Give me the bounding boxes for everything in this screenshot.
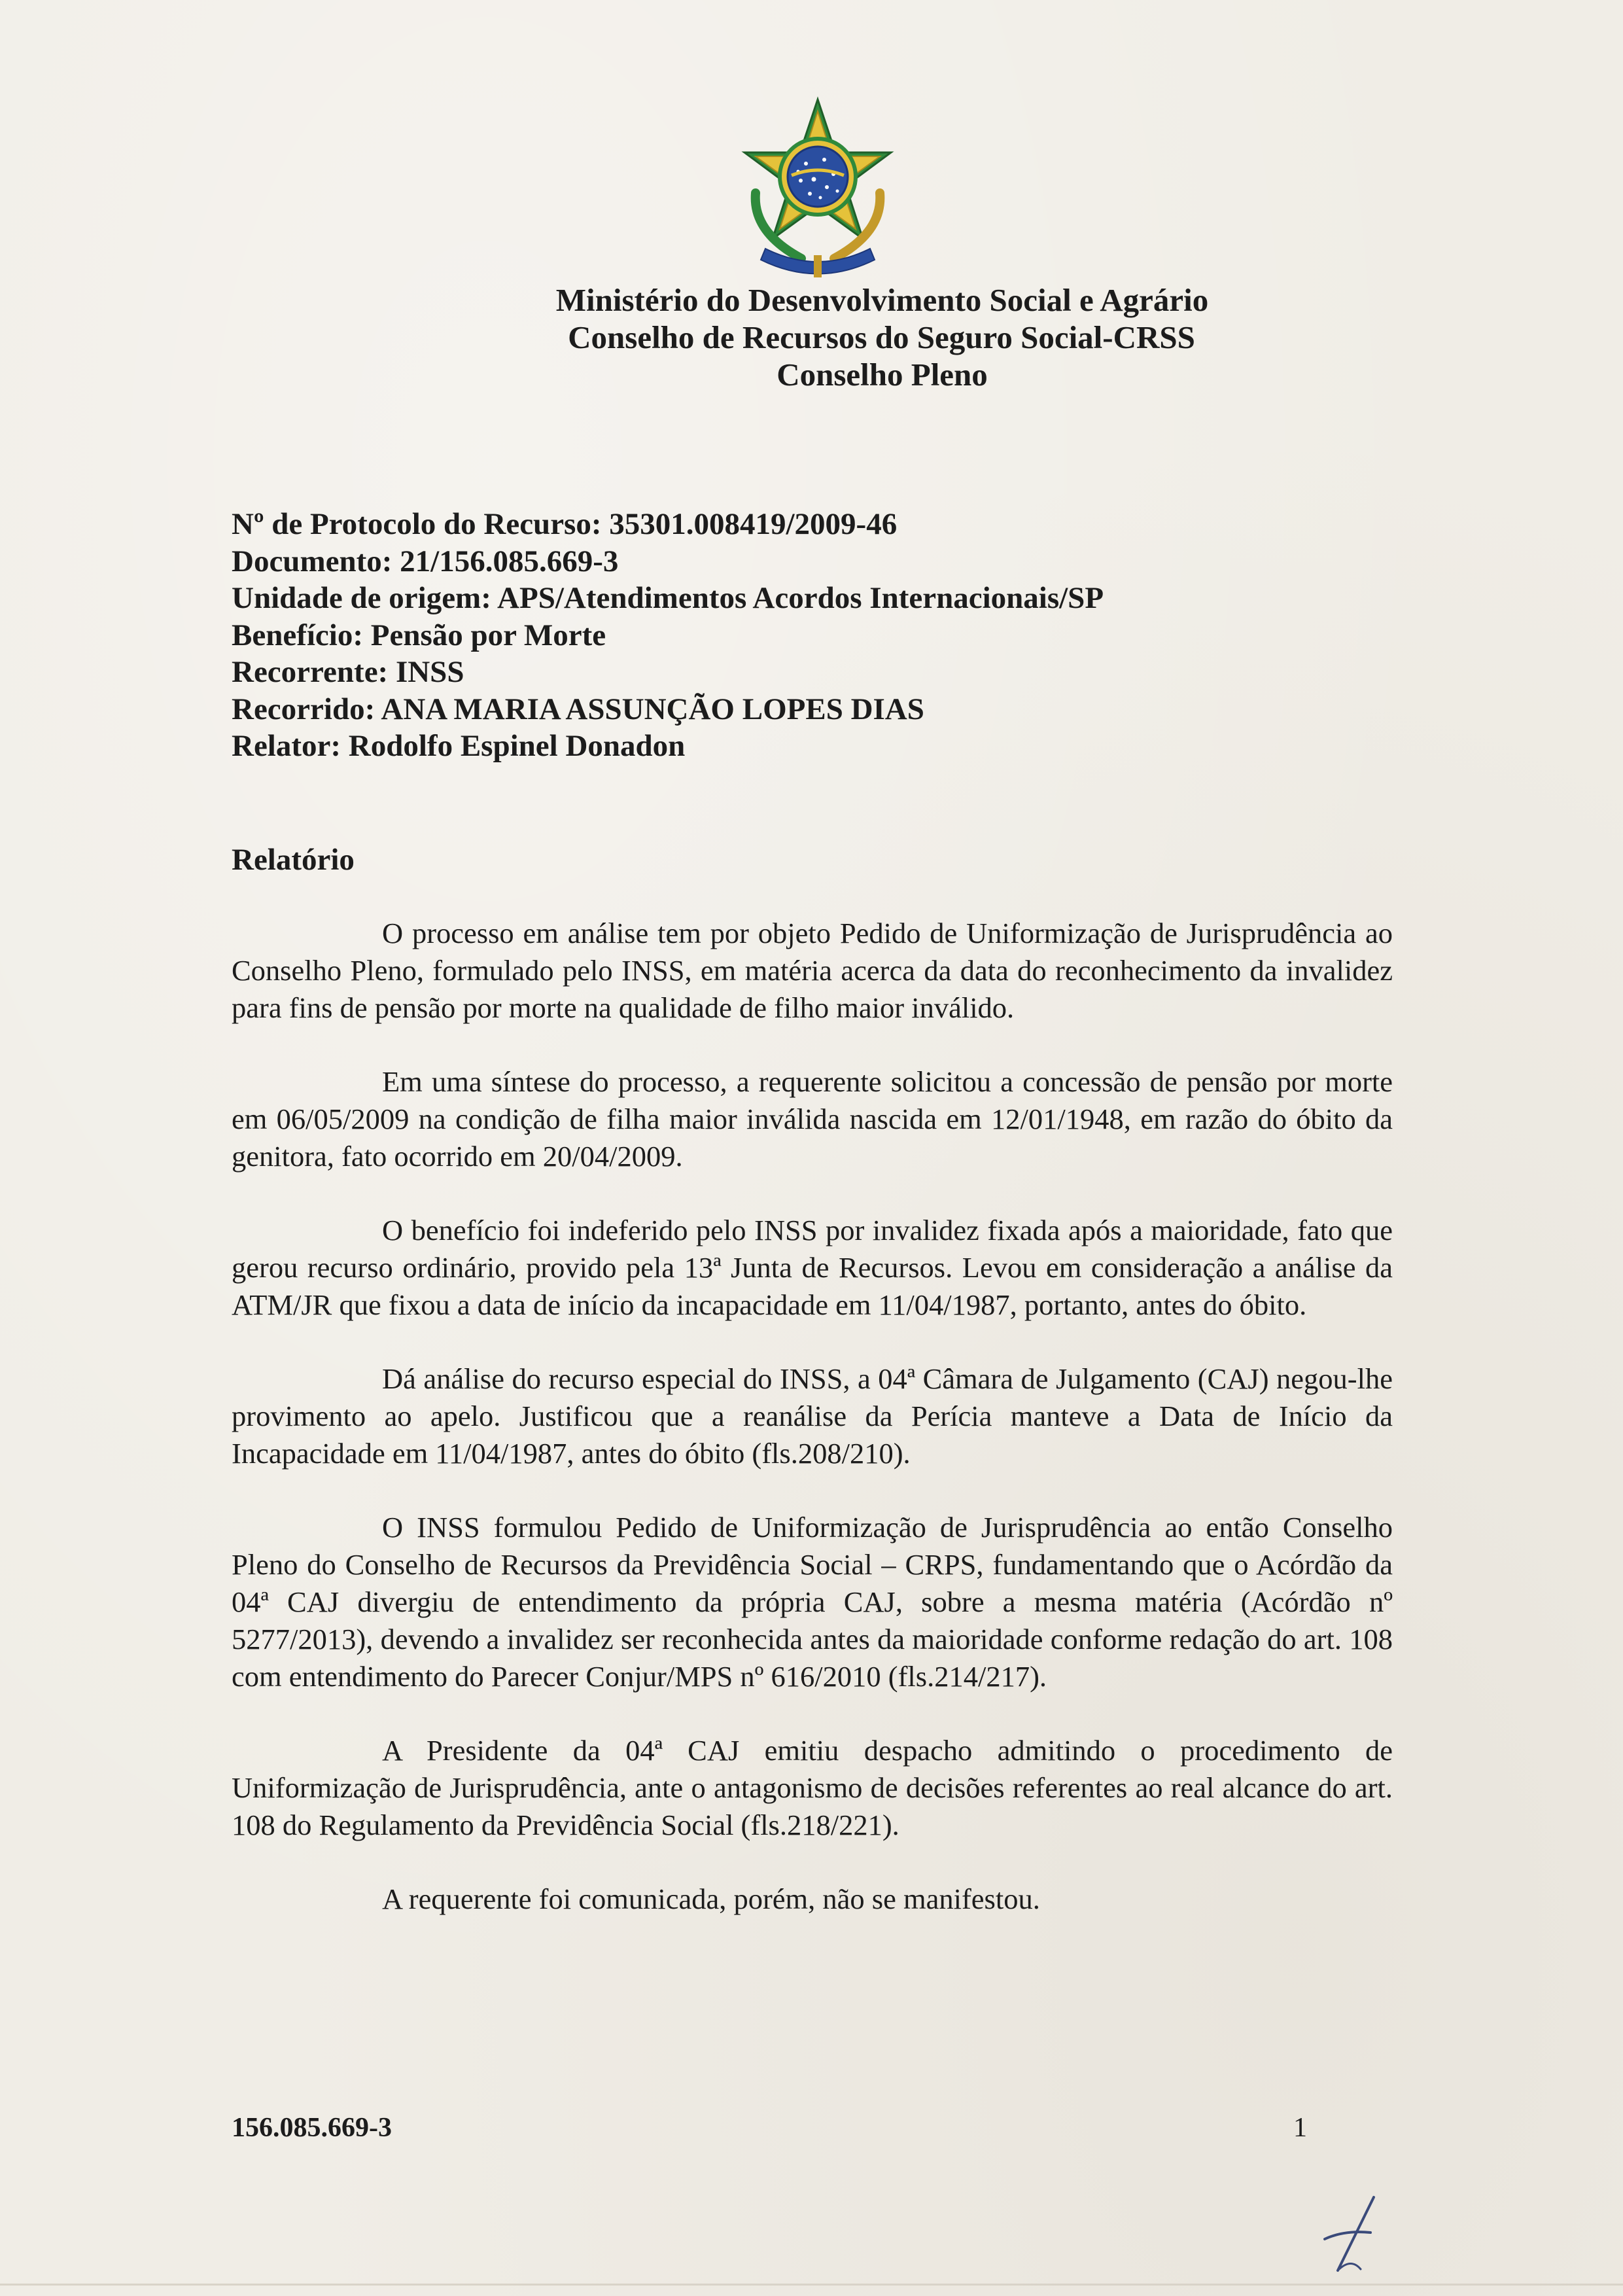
- appellant-row: [232, 654, 1104, 691]
- document-label: Documento:: [232, 544, 393, 578]
- report-title: Relatório: [232, 843, 355, 877]
- respondent-row: [232, 691, 1104, 728]
- report-paragraph: O INSS formulou Pedido de Uniformização de Jurisprudência ao então Conselho Pleno do Conselho de Recursos da Previdência Social – CRPS, fundamentando que o Acórdão da 04ª CAJ divergiu de entendimento da própria CAJ, sobre a mesma matéria (Acórdão nº 5277/2013), devendo a invalidez ser reconhecida antes da maioridade conforme redação do art. 108 com entendimento do Parecer Conjur/MPS nº 616/2010 (fls.214/217).: [232, 1511, 1393, 1693]
- ministry-name: Ministério do Desenvolvimento Social e Agrário: [555, 282, 1209, 318]
- page-bottom-edge: [0, 2284, 1623, 2286]
- report-paragraph: O benefício foi indeferido pelo INSS por invalidez fixada após a maioridade, fato que gerou recurso ordinário, provido pela 13ª Junta de Recursos. Levou em consideração a análise da ATM/JR que fixou a data de início da incapacidade em 11/04/1987, portanto, antes do óbito.: [232, 1214, 1393, 1321]
- coat-of-arms-emblem: [729, 95, 906, 285]
- report-body: [232, 915, 1393, 1954]
- footer-document-code: 156.085.669-3: [232, 2113, 392, 2143]
- benefit-row: [232, 617, 1104, 654]
- emblem-disc: [788, 147, 848, 207]
- case-metadata: [232, 506, 1104, 765]
- protocol-value: 35301.008419/2009-46: [609, 507, 898, 541]
- unit-row: [232, 580, 1104, 617]
- handwritten-initial: [1312, 2192, 1397, 2277]
- report-paragraph: O processo em análise tem por objeto Pedido de Uniformização de Jurisprudência ao Conselho Pleno, formulado pelo INSS, em matéria acerca da data do reconhecimento da invalidez para fins de pensão por morte na qualidade de filho maior inválido.: [232, 917, 1393, 1024]
- protocol-row: [232, 506, 1104, 543]
- report-paragraph: A Presidente da 04ª CAJ emitiu despacho admitindo o procedimento de Uniformização de Jurisprudência, ante o antagonismo de decisões referentes ao real alcance do art. 108 do Regulamento da Previdência Social (fls.218/221).: [232, 1734, 1393, 1841]
- council-name: Conselho de Recursos do Seguro Social-CRSS: [568, 319, 1195, 355]
- report-paragraph: Em uma síntese do processo, a requerente solicitou a concessão de pensão por morte em 06/05/2009 na condição de filha maior inválida nascida em 12/01/1948, em razão do óbito da genitora, fato ocorrido em 20/04/2009.: [232, 1065, 1393, 1173]
- appellant-value: INSS: [395, 655, 464, 689]
- report-paragraph: A requerente foi comunicada, porém, não se manifestou.: [382, 1882, 1040, 1915]
- respondent-label: Recorrido:: [232, 692, 375, 726]
- letterhead: [0, 281, 1623, 393]
- respondent-value: ANA MARIA ASSUNÇÃO LOPES DIAS: [381, 692, 924, 726]
- rapporteur-value: Rodolfo Espinel Donadon: [348, 729, 686, 763]
- rapporteur-row: [232, 728, 1104, 765]
- unit-label: Unidade de origem:: [232, 581, 491, 615]
- page-number: 1: [1293, 2113, 1307, 2143]
- benefit-label: Benefício:: [232, 618, 363, 652]
- unit-value: APS/Atendimentos Acordos Internacionais/SP: [497, 581, 1104, 615]
- rapporteur-label: Relator:: [232, 729, 341, 763]
- document-value: 21/156.085.669-3: [400, 544, 619, 578]
- benefit-value: Pensão por Morte: [370, 618, 606, 652]
- appellant-label: Recorrente:: [232, 655, 389, 689]
- plenary-name: Conselho Pleno: [777, 357, 988, 393]
- protocol-label: Nº de Protocolo do Recurso:: [232, 507, 602, 541]
- report-paragraph: Dá análise do recurso especial do INSS, a 04ª Câmara de Julgamento (CAJ) negou-lhe provimento ao apelo. Justificou que a reanálise da Perícia manteve a Data de Início da Incapacidade em 11/04/1987, antes do óbito (fls.208/210).: [232, 1362, 1393, 1470]
- document-row: [232, 543, 1104, 580]
